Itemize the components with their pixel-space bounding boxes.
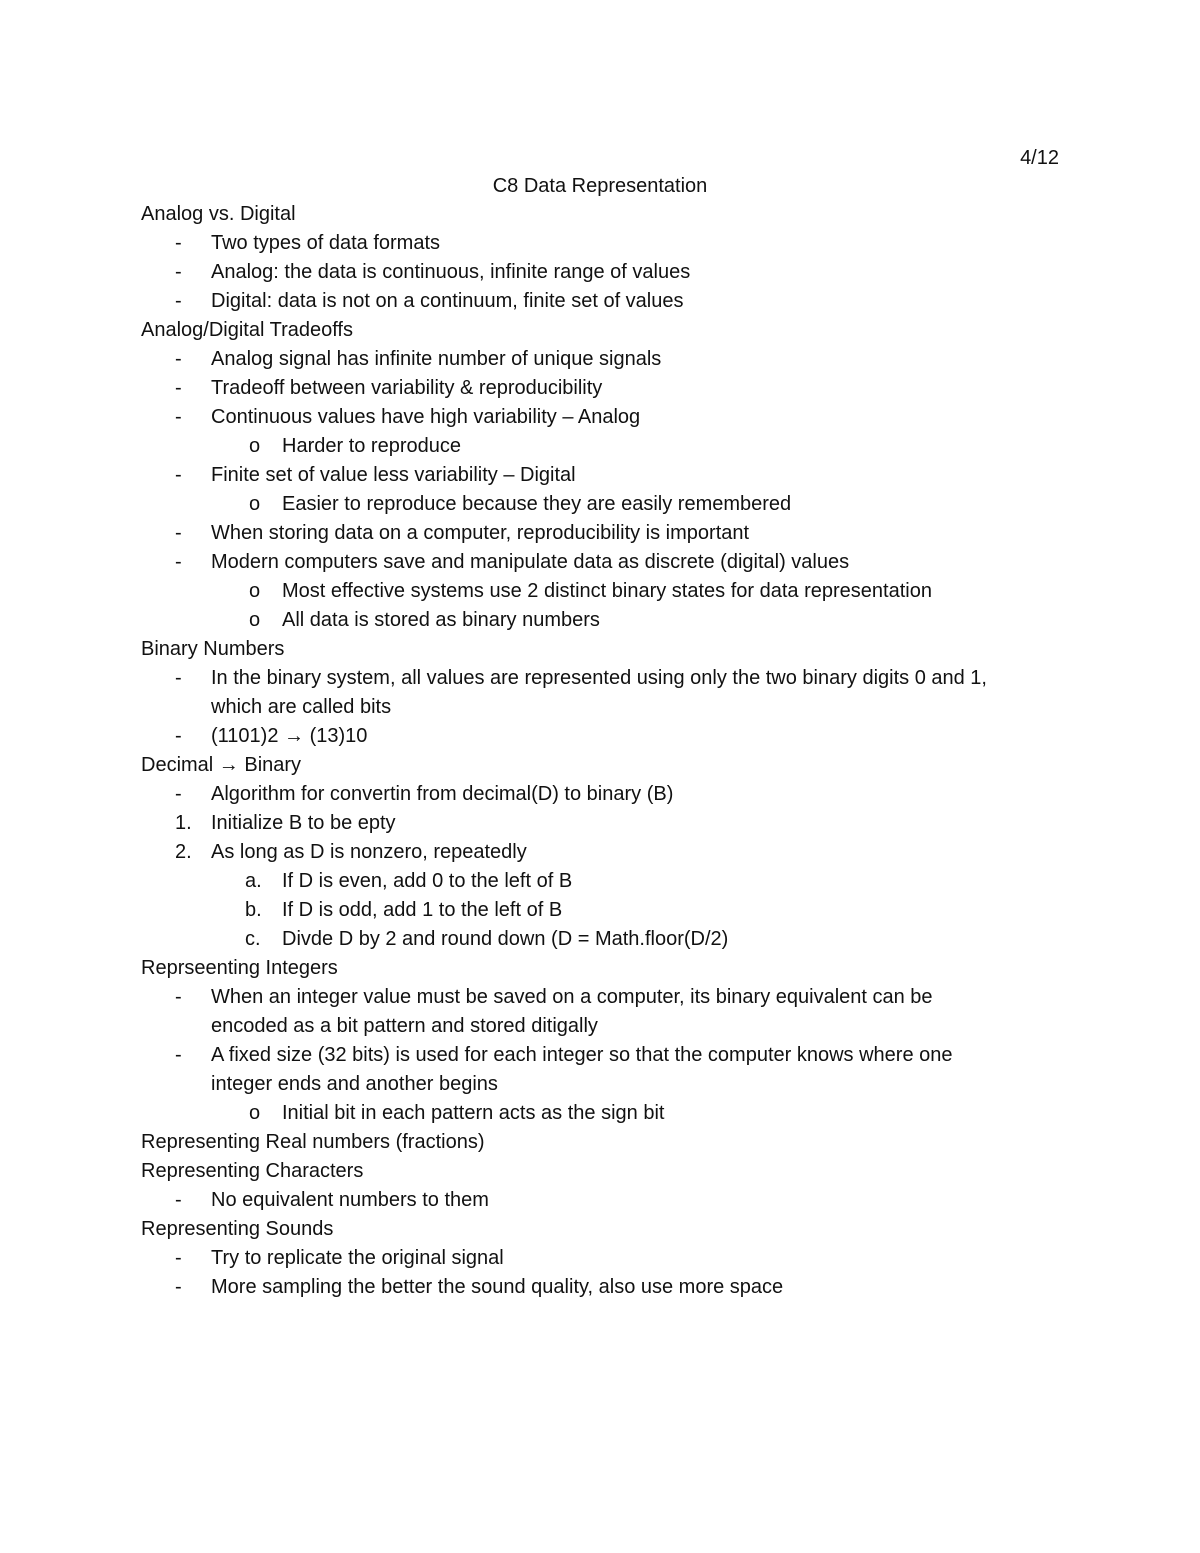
list-item [141,1070,1061,1099]
list-item-text: Modern computers save and manipulate data as discrete (digital) values [211,551,850,573]
list-item-text: No equivalent numbers to them [211,1189,489,1211]
list-item-text: Most effective systems use 2 distinct binary states for data representation [282,580,932,602]
list-marker: 2. [175,841,192,863]
notes-content [141,200,1061,1302]
list-marker: o [249,435,261,457]
list-marker: - [175,725,182,747]
list-item [141,519,1061,548]
list-item-text: As long as D is nonzero, repeatedly [211,841,527,863]
list-item [141,403,1061,432]
sub-list-item [141,432,1061,461]
list-item-text: Digital: data is not on a continuum, finite set of values [211,290,684,312]
list-item-text: Finite set of value less variability – Digital [211,464,576,486]
list-item-text: Analog: the data is continuous, infinite range of values [211,261,691,283]
list-item [141,838,1061,867]
list-item-text: integer ends and another begins [211,1073,498,1095]
list-item [141,374,1061,403]
sub-list-item [141,867,1061,896]
list-item-text: Initialize B to be epty [211,812,396,834]
list-marker: - [175,1276,182,1298]
list-marker: - [175,667,182,689]
list-marker: 1. [175,812,192,834]
list-marker: - [175,406,182,428]
list-item-text: Initial bit in each pattern acts as the sign bit [282,1102,665,1124]
list-item [141,548,1061,577]
sub-list-item [141,490,1061,519]
list-item [141,983,1061,1012]
list-marker: - [175,783,182,805]
sub-list-item [141,896,1061,925]
list-item-text: Algorithm for convertin from decimal(D) to binary (B) [211,783,674,805]
list-item-text: When storing data on a computer, reproducibility is important [211,522,750,544]
section-heading: Reprseenting Integers [141,957,338,979]
list-item [141,1012,1061,1041]
list-item [141,1186,1061,1215]
section-heading: Binary Numbers [141,638,285,660]
list-item [141,809,1061,838]
list-item-text: When an integer value must be saved on a computer, its binary equivalent can be [211,986,933,1008]
list-marker: o [249,580,261,602]
list-marker: - [175,290,182,312]
list-marker: o [249,1102,261,1124]
list-item-text: Divde D by 2 and round down (D = Math.floor(D/2) [282,928,729,950]
sub-list-item [141,1099,1061,1128]
list-item [141,1273,1061,1302]
list-item-text: In the binary system, all values are represented using only the two binary digits 0 and 1, [211,667,987,689]
list-marker: - [175,551,182,573]
list-item-text: If D is odd, add 1 to the left of B [282,899,563,921]
list-marker: b. [245,899,262,921]
list-marker: - [175,232,182,254]
list-item [141,229,1061,258]
list-item [141,693,1061,722]
list-marker: c. [245,928,261,950]
list-marker: o [249,493,261,515]
list-marker: - [175,1189,182,1211]
list-item-text: Try to replicate the original signal [211,1247,504,1269]
list-item-text: Analog signal has infinite number of unique signals [211,348,662,370]
list-item-text: All data is stored as binary numbers [282,609,600,631]
list-marker: - [175,986,182,1008]
list-marker: a. [245,870,262,892]
list-item [141,345,1061,374]
list-item-text: More sampling the better the sound quality, also use more space [211,1276,784,1298]
list-item-text: Two types of data formats [211,232,440,254]
list-marker: - [175,261,182,283]
list-item [141,258,1061,287]
sub-list-item [141,606,1061,635]
list-item-text: which are called bits [211,696,392,718]
list-marker: - [175,377,182,399]
list-marker: o [249,609,261,631]
section-heading: Representing Sounds [141,1218,334,1240]
list-item-text: Tradeoff between variability & reproducibility [211,377,603,399]
list-item [141,1041,1061,1070]
list-item [141,722,1061,751]
list-item [141,1244,1061,1273]
section-heading: Analog vs. Digital [141,203,296,225]
list-item-text: encoded as a bit pattern and stored ditigally [211,1015,598,1037]
sub-list-item [141,925,1061,954]
list-marker: - [175,1044,182,1066]
list-item [141,664,1061,693]
list-item-text: Easier to reproduce because they are easily remembered [282,493,792,515]
page-title: C8 Data Representation [492,175,708,197]
section-heading: Decimal → Binary [141,754,302,776]
list-item-text: A fixed size (32 bits) is used for each integer so that the computer knows where one [211,1044,953,1066]
list-marker: - [175,1247,182,1269]
list-marker: - [175,464,182,486]
list-item-text: If D is even, add 0 to the left of B [282,870,573,892]
list-item [141,461,1061,490]
section-heading: Analog/Digital Tradeoffs [141,319,353,341]
list-marker: - [175,348,182,370]
list-item-text: (1101)2 → (13)10 [211,725,368,747]
list-item-text: Harder to reproduce [282,435,461,457]
page-date: 4/12 [1020,147,1059,169]
sub-list-item [141,577,1061,606]
list-item-text: Continuous values have high variability – Analog [211,406,641,428]
list-item [141,287,1061,316]
section-heading: Representing Real numbers (fractions) [141,1131,485,1153]
list-item [141,780,1061,809]
list-marker: - [175,522,182,544]
section-heading: Representing Characters [141,1160,364,1182]
